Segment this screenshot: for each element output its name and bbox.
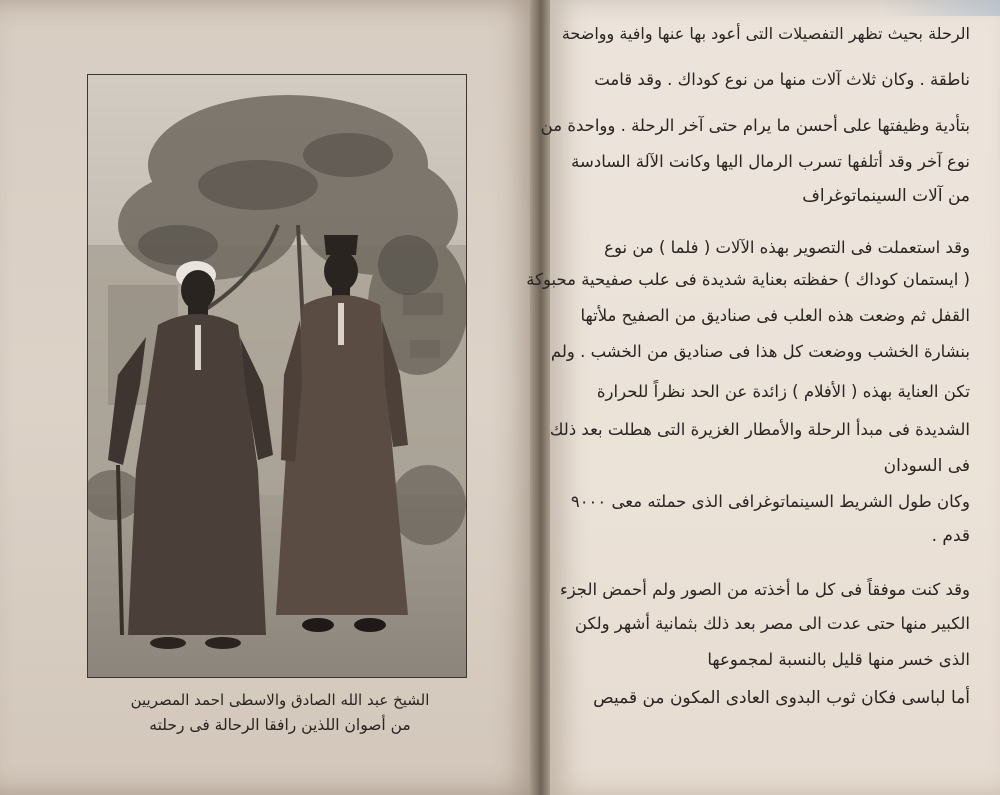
text-line-3: بتأدية وظيفتها على أحسن ما يرام حتى آخر الرحلة . وواحدة من: [540, 116, 970, 135]
text-line-17: الذى خسر منها قليل بالنسبة لمجموعها: [707, 650, 970, 669]
photograph: [87, 74, 467, 678]
text-line-11: الشديدة فى مبدأ الرحلة والأمطار الغزيرة التى هطلت بعد ذلك: [549, 420, 970, 439]
text-line-6: وقد استعملت فى التصوير بهذه الآلات ( فلما ) من نوع: [604, 238, 970, 257]
text-line-2: ناطقة . وكان ثلاث آلات منها من نوع كوداك . وقد قامت: [594, 70, 970, 89]
text-line-15: وقد كنت موفقاً فى كل ما أخذته من الصور ولم أحمض الجزء: [559, 580, 970, 599]
photo-caption: [95, 688, 465, 738]
text-line-7: ( ايستمان كوداك ) حفظته بعناية شديدة فى علب صفيحية محبوكة: [526, 270, 970, 289]
background-corner: [880, 0, 1000, 16]
text-line-10: تكن العناية بهذه ( الأفلام ) زائدة عن الحد نظراً للحرارة: [596, 382, 970, 401]
caption-line-2: من أصوان اللذين رافقا الرحالة فى رحلته: [149, 716, 411, 734]
text-line-4: نوع آخر وقد أتلفها تسرب الرمال اليها وكانت الآلة السادسة: [571, 152, 970, 171]
photo-two-men-standing-icon: [88, 75, 466, 677]
caption-line-1: الشيخ عبد الله الصادق والاسطى احمد المصريين: [130, 691, 430, 709]
text-line-18: أما لباسى فكان ثوب البدوى العادى المكون من قميص: [593, 688, 970, 708]
text-line-8: القفل ثم وضعت هذه العلب فى صناديق من الصفيح ملأتها: [580, 306, 970, 325]
text-line-12: فى السودان: [883, 456, 970, 476]
text-line-9: بنشارة الخشب ووضعت كل هذا فى صناديق من الخشب . ولم: [550, 342, 970, 361]
text-line-1: الرحلة بحيث تظهر التفصيلات التى أعود بها عنها وافية وواضحة: [561, 24, 970, 43]
text-line-5: من آلات السينماتوغراف: [802, 186, 970, 206]
text-line-16: الكبير منها حتى عدت الى مصر بعد ذلك بثمانية أشهر ولكن: [574, 614, 970, 633]
text-line-14: قدم .: [931, 526, 970, 546]
text-line-13: وكان طول الشريط السينماتوغرافى الذى حملته معى ٩٠٠٠: [570, 492, 970, 511]
